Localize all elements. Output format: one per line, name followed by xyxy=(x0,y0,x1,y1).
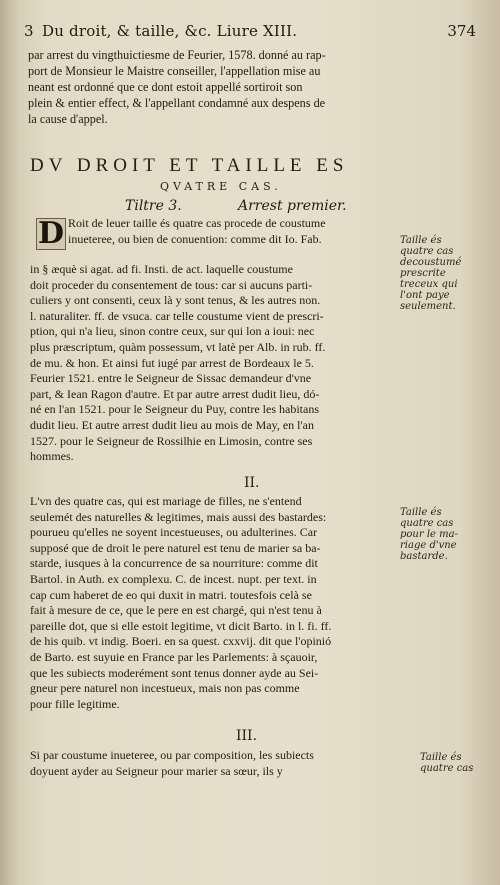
section-number-ii: II. xyxy=(244,475,260,491)
margin-line: quatre cas xyxy=(400,518,454,529)
paragraph-continuation xyxy=(28,47,418,127)
text-line: plus præscriptum, quàm possessum, vt latè per Alb. in rub. ff. xyxy=(30,339,326,354)
drop-cap: D xyxy=(37,216,64,251)
margin-line: Taille és xyxy=(400,235,442,246)
text-line: dudit lieu. Et autre arrest dudit lieu au mois de May, en l'an xyxy=(30,417,314,432)
text-line: de Barto. est suyuie en France par les Parlements: à sçauoir, xyxy=(30,649,318,664)
text-line: fait à mesure de ce, que le pere en est chargé, qui n'est tenu à xyxy=(30,603,322,618)
margin-line: pour le ma- xyxy=(400,529,458,540)
text-line: 1527. pour le Seigneur de Rossilhie en Limosin, contre ses xyxy=(30,433,313,448)
section-subtitle: QVATRE CAS. xyxy=(160,180,282,193)
text-line: neant est ordonné que ce dont estoit appellé sortiroit son xyxy=(28,80,303,94)
text-line: Feurier 1521. entre le Seigneur de Sissac demandeur d'vne xyxy=(30,371,312,386)
margin-note xyxy=(400,235,461,312)
text-line: cap cum haberet de eo qui duxit in matri. toutesfois celà se xyxy=(30,587,312,602)
arrest-label: Arrest premier. xyxy=(238,198,347,214)
text-line: Si par coustume inueteree, ou par composition, les subiects xyxy=(30,748,314,762)
paragraph-iii xyxy=(30,747,415,779)
margin-note xyxy=(400,507,458,562)
titre-label: Tiltre 3. xyxy=(125,198,182,214)
text-line: culiers y ont consenti, ceux là y sont tenus, & les autres non. xyxy=(30,293,321,308)
text-line: hommes. xyxy=(30,449,74,464)
text-line: supposé que de droit le pere naturel est tenu de marier sa ba- xyxy=(30,540,321,555)
text-line: L'vn des quatre cas, qui est mariage de filles, ne s'entend xyxy=(30,494,302,508)
margin-line: decoustumé xyxy=(400,257,462,268)
margin-line: quatre cas xyxy=(420,763,474,774)
running-header xyxy=(24,22,476,44)
paragraph-arrest xyxy=(30,262,400,465)
text-line: Roit de leuer taille és quatre cas procede de coustume xyxy=(68,216,326,230)
text-line: de his quib. vt indig. Boeri. en sa quest. cxxvij. dit que l'opinió xyxy=(30,634,332,649)
text-line: l. naturaliter. ff. de vsuca. car telle coustume vient de prescri- xyxy=(30,308,324,323)
page-number-left: 3 xyxy=(24,22,34,40)
text-line: inueteree, ou bien de conuention: comme dit Io. Fab. xyxy=(68,231,322,246)
section-title: DV DROIT ET TAILLE ES xyxy=(30,155,349,176)
running-title: Du droit, & taille, &c. Liure XIII. xyxy=(42,22,298,40)
text-line: doyuent ayder au Seigneur pour marier sa sœur, ils y xyxy=(30,764,283,778)
margin-line: prescrite xyxy=(400,268,446,279)
folio-number: 374 xyxy=(447,22,476,40)
paragraph-ii xyxy=(30,494,400,712)
margin-line: Taille és xyxy=(420,752,462,763)
text-line: Bartol. in Auth. ex complexu. C. de incest. nupt. per text. in xyxy=(30,571,317,586)
text-line: port de Monsieur le Maistre conseiller, l'appellation mise au xyxy=(28,64,321,78)
paragraph-arrest-first-lines xyxy=(68,216,398,247)
text-line: doit proceder du consentement de tous: car si aucuns parti- xyxy=(30,277,313,292)
text-line: pourueu qu'elles ne soyent incestueuses, ou adulterines. Car xyxy=(30,525,318,540)
margin-line: treceux qui xyxy=(400,279,458,290)
text-line: de mu. & hon. Et ainsi fut iugé par arrest de Bordeaux le 5. xyxy=(30,355,314,370)
margin-line: l'ont paye xyxy=(400,290,450,301)
text-line: seulemét des naturelles & legitimes, mais aussi des bastardes: xyxy=(30,509,327,524)
margin-note xyxy=(420,752,473,774)
text-line: que les subiects moderément sont tenus donner ayde au Sei- xyxy=(30,665,319,680)
text-line: gneur pere naturel non incestueux, mais non pas comme xyxy=(30,681,300,696)
text-line: starde, iusques à la concurrence de sa nourriture: comme dit xyxy=(30,556,318,571)
text-line: la cause d'appel. xyxy=(28,112,108,126)
text-line: né en l'an 1521. pour le Seigneur du Puy, contre les habitans xyxy=(30,402,319,417)
margin-line: Taille és xyxy=(400,507,442,518)
margin-line: quatre cas xyxy=(400,246,454,257)
section-number-iii: III. xyxy=(236,728,258,744)
margin-line: riage d'vne xyxy=(400,540,457,551)
margin-line: bastarde. xyxy=(400,551,448,562)
text-line: plein & entier effect, & l'appellant condamné aux despens de xyxy=(28,96,326,110)
margin-line: seulement. xyxy=(400,301,456,312)
text-line: pour fille legitime. xyxy=(30,696,120,711)
text-line: part, & Iean Ragon d'autre. Et par autre arrest dudit lieu, dó- xyxy=(30,386,320,401)
text-line: ption, qui n'a lieu, sinon contre ceux, sur qui lon a ioui: nec xyxy=(30,324,315,339)
text-line: in § æquè si agat. ad fi. Insti. de act. laquelle coustume xyxy=(30,262,293,276)
text-line: pareille dot, que si elle estoit legitime, vt dicit Barto. in l. fi. ff. xyxy=(30,618,332,633)
text-line: par arrest du vingthuictiesme de Feurier, 1578. donné au rap- xyxy=(28,48,326,62)
